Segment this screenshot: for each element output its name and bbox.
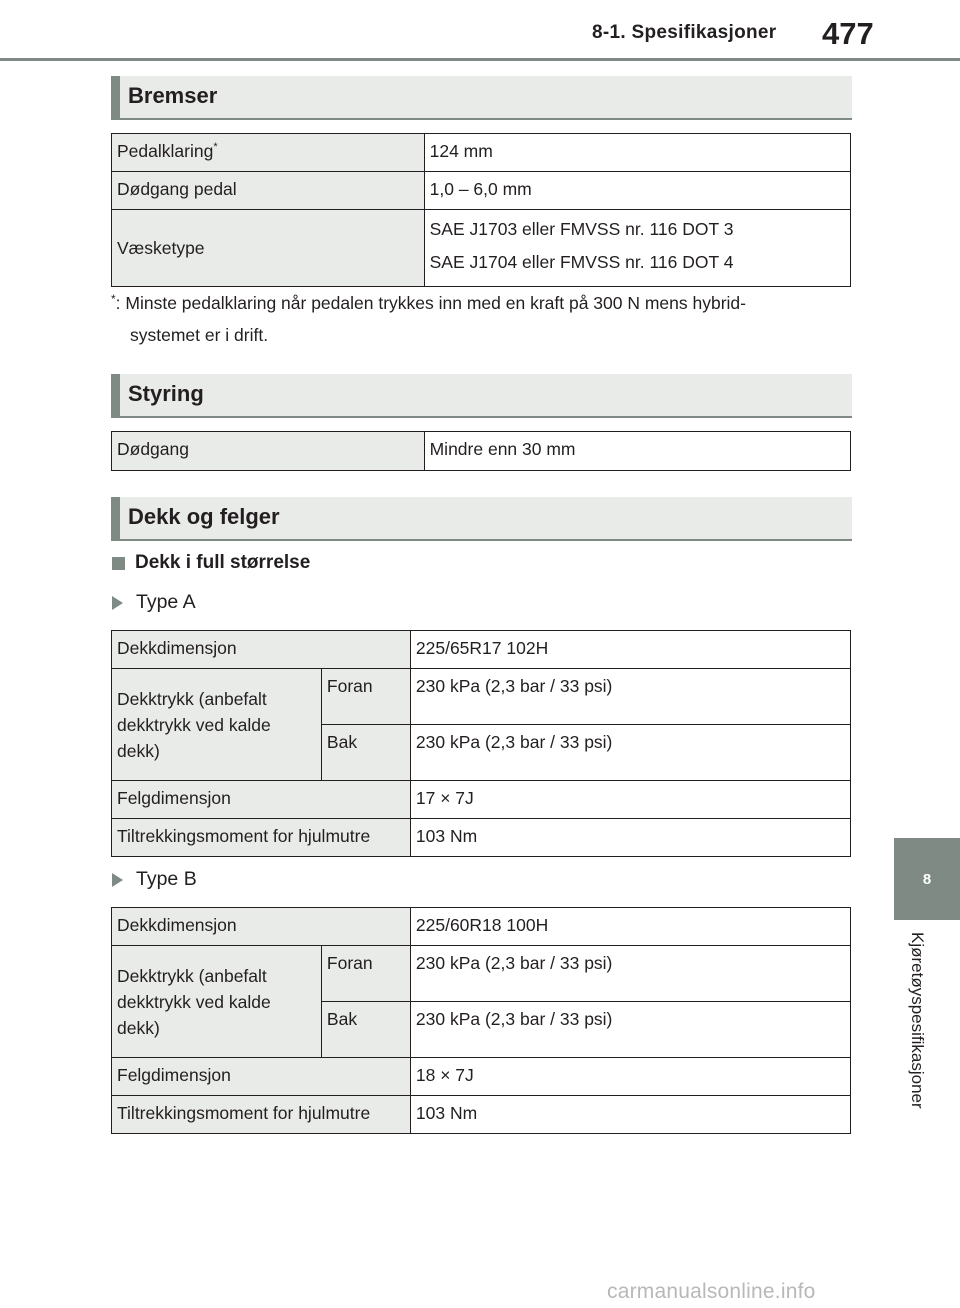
table-cell-value: Mindre enn 30 mm (424, 432, 850, 471)
table-cell-value: 225/65R17 102H (410, 631, 850, 669)
table-cell-value: 18 × 7J (410, 1058, 850, 1096)
triangle-bullet-icon (112, 873, 123, 887)
square-bullet-icon (112, 557, 125, 570)
table-cell-label: Dekktrykk (anbefalt dekktrykk ved kalde dekk) (112, 946, 322, 1058)
table-cell-label: Bak (321, 1002, 410, 1058)
subheading-text: Dekk i full størrelse (135, 552, 311, 573)
table-row (112, 946, 851, 1002)
table-cell-label: Bak (321, 725, 410, 781)
table-cell-label: Felgdimensjon (112, 781, 411, 819)
triangle-bullet-icon (112, 596, 123, 610)
table-row (112, 172, 851, 210)
watermark[interactable]: carmanualsonline.info (607, 1280, 816, 1303)
table-cell-value: 103 Nm (410, 819, 850, 857)
brakes-footnote (111, 288, 746, 350)
table-cell-value: 230 kPa (2,3 bar / 33 psi) (410, 946, 850, 1002)
type-b-table (111, 907, 851, 1134)
table-row (112, 1058, 851, 1096)
table-cell-value: 225/60R18 100H (410, 908, 850, 946)
chapter-number: 8 (922, 870, 932, 888)
table-cell-label: Væsketype (112, 210, 425, 287)
section-title: 8-1. Spesifikasjoner (592, 22, 777, 43)
type-b-label (112, 868, 197, 891)
table-cell-label: Dekktrykk (anbefalt dekktrykk ved kalde dekk) (112, 669, 322, 781)
type-b-title: Type B (136, 868, 197, 890)
table-cell-value: 230 kPa (2,3 bar / 33 psi) (410, 669, 850, 725)
table-cell-label: Foran (321, 669, 410, 725)
table-cell-label: Pedalklaring* (112, 134, 425, 172)
fluid-type-2: SAE J1704 eller FMVSS nr. 116 DOT 4 (429, 252, 734, 272)
footnote-line-2: systemet er i drift. (130, 325, 269, 345)
table-cell-value: 124 mm (424, 134, 850, 172)
tires-heading: Dekk og felger (111, 497, 852, 541)
table-row (112, 210, 851, 287)
table-row (112, 134, 851, 172)
footnote-marker: * (111, 292, 116, 306)
table-cell-label: Dekkdimensjon (112, 631, 411, 669)
tires-subheading (112, 552, 310, 574)
table-cell-label: Dekkdimensjon (112, 908, 411, 946)
table-row (112, 1096, 851, 1134)
table-cell-value (424, 210, 850, 287)
type-a-title: Type A (136, 591, 196, 613)
table-row (112, 908, 851, 946)
chapter-label: Kjøretøyspesifikasjoner (908, 932, 927, 1109)
table-cell-value: 17 × 7J (410, 781, 850, 819)
table-cell-label: Tiltrekkingsmoment for hjulmutre (112, 1096, 411, 1134)
table-row (112, 669, 851, 725)
table-cell-label: Dødgang (112, 432, 425, 471)
brakes-heading: Bremser (111, 76, 852, 120)
steering-table (111, 431, 851, 471)
table-cell-label: Foran (321, 946, 410, 1002)
fluid-type-1: SAE J1703 eller FMVSS nr. 116 DOT 3 (429, 219, 734, 239)
brakes-table (111, 133, 851, 287)
table-row (112, 819, 851, 857)
table-cell-value: 230 kPa (2,3 bar / 33 psi) (410, 725, 850, 781)
table-cell-label: Felgdimensjon (112, 1058, 411, 1096)
table-row (112, 781, 851, 819)
chapter-tab[interactable] (894, 838, 960, 920)
footnote-line-1: : Minste pedalklaring når pedalen trykkes inn med en kraft på 300 N mens hybrid- (115, 293, 746, 313)
table-row (112, 432, 851, 471)
table-cell-value: 1,0 – 6,0 mm (424, 172, 850, 210)
table-cell-label: Dødgang pedal (112, 172, 425, 210)
table-cell-label: Tiltrekkingsmoment for hjulmutre (112, 819, 411, 857)
table-cell-value: 230 kPa (2,3 bar / 33 psi) (410, 1002, 850, 1058)
steering-heading: Styring (111, 374, 852, 418)
header-rule (0, 58, 960, 61)
type-a-label (112, 591, 196, 614)
page-number: 477 (822, 16, 874, 51)
table-row (112, 631, 851, 669)
type-a-table (111, 630, 851, 857)
table-cell-value: 103 Nm (410, 1096, 850, 1134)
